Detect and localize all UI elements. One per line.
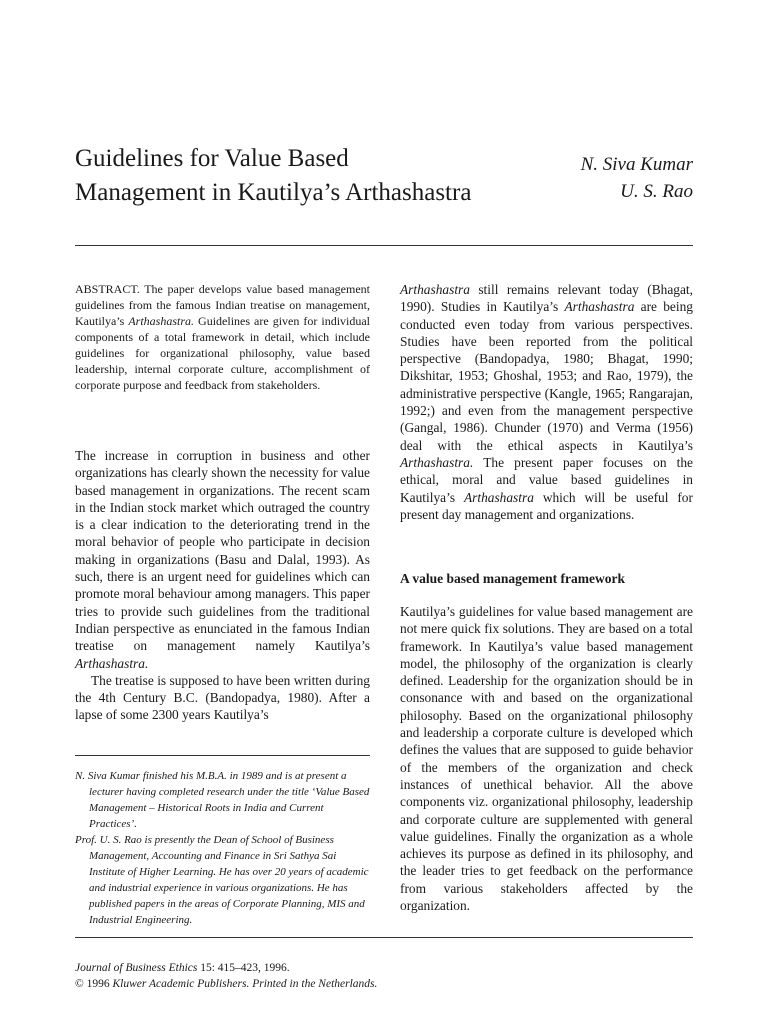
author-1: N. Siva Kumar <box>580 154 693 175</box>
right-intro-text-4: which will be useful for present day management and organizations. <box>400 489 693 522</box>
abstract-text-2: Guidelines are given for individual components of a total framework in detail, which include guidelines for organizational philosophy, value based leadership, internal corporate culture, accomplishment of corporate purpose and feedback from stakeholders. <box>75 314 371 392</box>
right-intro-work-1: Arthashastra <box>400 282 470 297</box>
intro-paragraph-2: The treatise is supposed to have been written during the 4th Century B.C. (Bandopadya, 1980). After a lapse of some 2300 years Kautilya’s <box>75 672 370 723</box>
intro-column <box>75 447 370 724</box>
author-list <box>581 151 693 205</box>
right-intro-work-2: Arthashastra <box>564 299 635 315</box>
abstract-text-1: The paper develops value based management guidelines from the famous Indian treatise on management, Kautilya’s <box>75 282 370 328</box>
section-paragraph: Kautilya’s guidelines for value based management are not mere quick fix solutions. They are based on a total framework. In Kautilya’s value based management model, the philosophy of the organization is clearly defined. Leadership for the organization should be in consonance with and based on the organizational philosophy. Based on the organizational philosophy and leadership a corporate culture is developed which defines the values that are supposed to guide behavior of the members of the organization and check instances of unethical behavior. All the above components viz. organizational philosophy, leadership and corporate culture are supplemented with general value guidelines. Finally the organization as a whole achieves its purpose as defined in its philosophy, and the leader tries to get feedback on the performance from various stakeholders affected by the organization. <box>400 604 693 914</box>
footer-divider <box>75 937 693 938</box>
abstract-label: ABSTRACT. <box>75 282 140 296</box>
right-intro-text-2: are being conducted even today from various perspectives. Studies have been reported from the political perspective (Bandopadya, 1980; Bhagat, 1990; Dikshitar, 1953; Ghoshal, 1953; and Rao, 1979), the administrative perspective (Kangle, 1965; Rangarajan, 1992;) and even from the management perspective (Gangal, 1986). Chunder (1970) and Verma (1956) deal with the ethical aspects in Kautilya’s <box>400 299 693 453</box>
paper-title <box>75 142 471 210</box>
right-intro-text-1: still remains relevant today (Bhagat, 1990). Studies in Kautilya’s <box>400 282 693 315</box>
intro-paragraph-1 <box>75 447 370 672</box>
footnote-author-2: Prof. U. S. Rao is presently the Dean of School of Business Management, Accounting and Finance in Sri Sathya Sai Institute of Higher Learning. He has over 20 years of academic and industrial experience in various organizations. He has published papers in the areas of Corporate Planning, MIS and Industrial Engineering. <box>75 834 369 926</box>
journal-citation: 15: 415–423, 1996. <box>200 962 290 974</box>
right-intro-work-4: Arthashastra <box>463 489 534 505</box>
abstract <box>75 281 370 393</box>
intro-p1-text: The increase in corruption in business and other organizations has clearly shown the necessity for value based management in organizations. The recent scam in the Indian stock market which outraged the country is a clear indication to the deteriorating trend in the moral behavior of people who participate in decision making in organizations (Basu and Dalal, 1993). As such, there is an urgent need for guidelines which can promote moral behaviour among managers. This paper tries to provide such guidelines from the traditional Indian perspective as enunciated in the famous Indian treatise on management namely Kautilya’s <box>75 448 370 654</box>
section-column <box>400 603 693 914</box>
footnotes <box>75 768 370 928</box>
publisher: Kluwer Academic Publishers. Printed in the Netherlands. <box>112 978 378 990</box>
intro-p1-work: Arthashastra. <box>75 655 149 671</box>
copyright: © 1996 <box>75 978 110 990</box>
journal-info <box>75 960 377 992</box>
section-heading: A value based management framework <box>400 571 625 586</box>
title-line-1: Guidelines for Value Based <box>75 145 349 172</box>
copyright-line <box>75 976 377 992</box>
author-2: U. S. Rao <box>620 181 693 202</box>
footnote-divider <box>75 755 370 756</box>
journal-citation-line <box>75 960 377 976</box>
right-intro-text-3: The present paper focuses on the ethical, moral and value based guidelines in Kautilya’s <box>400 454 694 505</box>
right-intro-column <box>400 281 693 523</box>
abstract-work: Arthashastra. <box>128 314 195 328</box>
title-line-2: Management in Kautilya’s Arthashastra <box>75 179 472 206</box>
right-intro-work-3: Arthashastra. <box>400 454 474 470</box>
journal-name: Journal of Business Ethics <box>75 962 198 974</box>
footnote-author-1: N. Siva Kumar finished his M.B.A. in 1989 and is at present a lecturer having completed research under the title ‘Value Based Management – Historical Roots in India and Current Practices’. <box>75 770 370 830</box>
right-intro-paragraph <box>400 281 693 523</box>
title-divider <box>75 245 693 246</box>
